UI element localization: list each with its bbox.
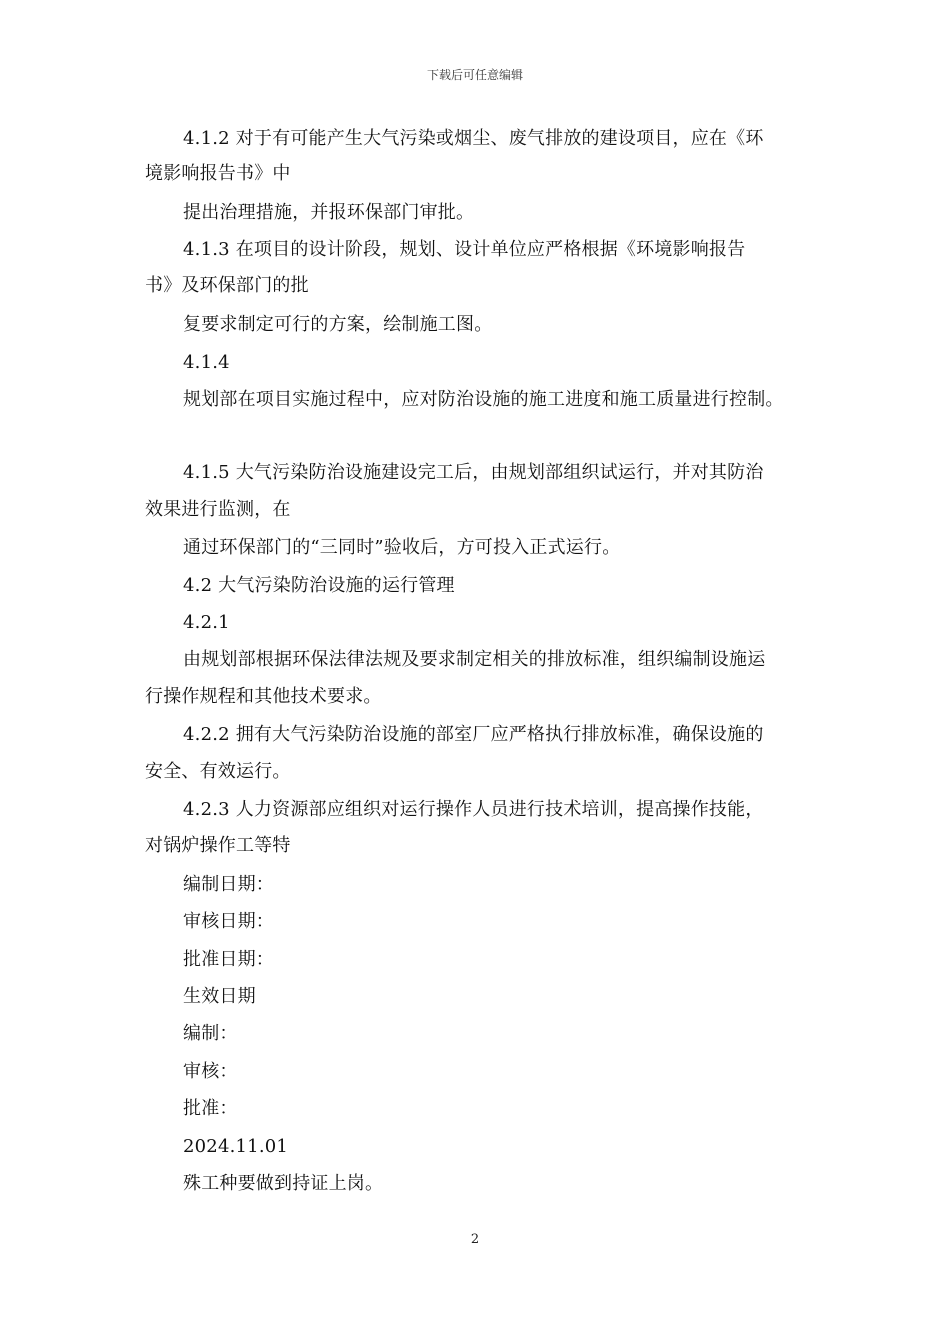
text-line: 4.1.2 对于有可能产生大气污染或烟尘、废气排放的建设项目，应在《环 [183,128,764,149]
approver-label: 批准： [183,1098,238,1119]
text-line: 4.1.3 在项目的设计阶段，规划、设计单位应严格根据《环境影响报告 [183,239,746,260]
section-heading: 4.2 大气污染防治设施的运行管理 [183,575,455,596]
effective-date-label: 生效日期 [183,986,256,1007]
page-number: 2 [470,1232,480,1247]
text-line: 效果进行监测，在 [145,499,291,520]
text-line: 由规划部根据环保法律法规及要求制定相关的排放标准，组织编制设施运 [183,649,766,670]
text-line: 行操作规程和其他技术要求。 [145,686,382,707]
approve-date-label: 批准日期： [183,949,274,970]
page-header: 下载后可任意编辑 [426,68,523,82]
reviewer-label: 审核： [183,1061,238,1082]
text-line: 安全、有效运行。 [145,761,291,782]
text-line: 通过环保部门的“三同时”验收后，方可投入正式运行。 [183,537,621,558]
text-line: 境影响报告书》中 [145,163,291,184]
text-line: 规划部在项目实施过程中，应对防治设施的施工进度和施工质量进行控制。 [183,389,784,410]
text-line: 4.2.1 [183,612,230,633]
text-line: 4.1.5 大气污染防治设施建设完工后，由规划部组织试运行，并对其防治 [183,462,764,483]
text-line: 提出治理措施，并报环保部门审批。 [183,202,475,223]
text-line: 复要求制定可行的方案，绘制施工图。 [183,314,493,335]
text-line: 4.1.4 [183,352,230,373]
compile-date-label: 编制日期： [183,874,274,895]
text-line: 4.2.2 拥有大气污染防治设施的部室厂应严格执行排放标准，确保设施的 [183,724,764,745]
compiler-label: 编制： [183,1023,238,1044]
date-value: 2024.11.01 [183,1136,289,1157]
text-line: 殊工种要做到持证上岗。 [183,1173,384,1194]
review-date-label: 审核日期： [183,911,274,932]
text-line: 对锅炉操作工等特 [145,835,291,856]
text-line: 4.2.3 人力资源部应组织对运行操作人员进行技术培训，提高操作技能， [183,799,764,820]
text-line: 书》及环保部门的批 [145,275,309,296]
